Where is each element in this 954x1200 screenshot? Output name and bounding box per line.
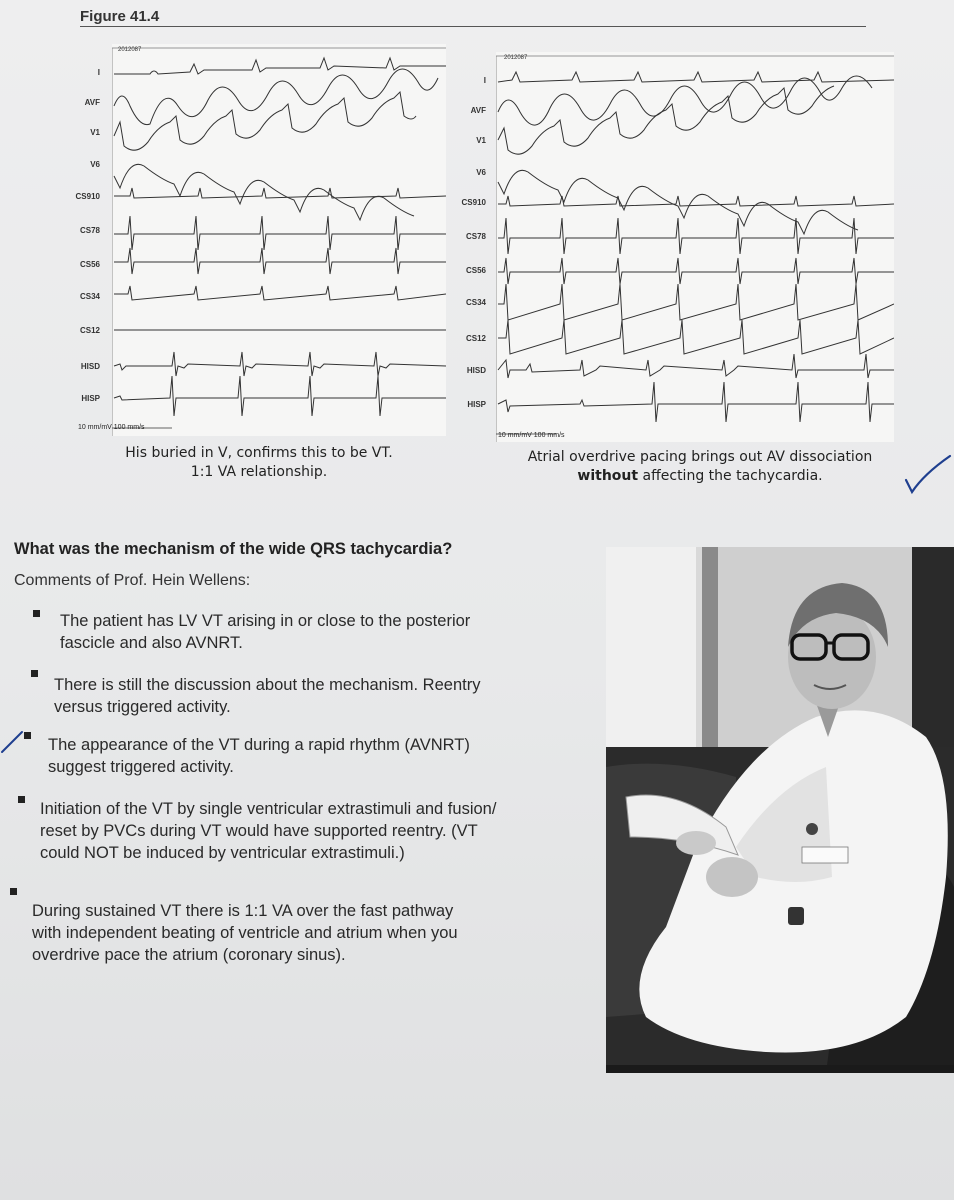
right-lead-label-cs56: CS56 bbox=[465, 266, 486, 275]
caption-left bbox=[96, 444, 422, 482]
trace-i bbox=[498, 72, 894, 82]
pen-tick-icon bbox=[0, 728, 26, 756]
right-lead-label-v1: V1 bbox=[476, 136, 486, 145]
left-lead-label-cs34: CS34 bbox=[79, 292, 100, 301]
trace-cs34 bbox=[498, 284, 894, 320]
portrait-image bbox=[606, 547, 954, 1073]
bullet-item-2: There is still the discussion about the mechanism. Reentry versus triggered activity. bbox=[54, 676, 481, 716]
ecg-traces-left bbox=[112, 44, 446, 436]
bullet-item-5: During sustained VT there is 1:1 VA over the fast pathway with independent beating of ventricle and atrium when you overdrive pace the atrium (coronary sinus). bbox=[32, 902, 458, 964]
left-lead-label-hisp: HISP bbox=[81, 394, 100, 403]
trace-cs56 bbox=[114, 248, 446, 274]
right-lead-label-hisp: HISP bbox=[467, 400, 486, 409]
left-lead-label-cs910: CS910 bbox=[75, 192, 100, 201]
caption-right bbox=[488, 448, 912, 486]
right-lead-label-cs78: CS78 bbox=[465, 232, 486, 241]
bullet-marker bbox=[24, 732, 31, 739]
figure-label: Figure 41.4 bbox=[80, 8, 160, 25]
right-lead-label-v6: V6 bbox=[476, 168, 486, 177]
caption-left-line2: 1:1 VA relationship. bbox=[190, 464, 328, 480]
trace-hisp bbox=[114, 376, 446, 416]
right-lead-label-hisd: HISD bbox=[466, 366, 486, 375]
panel-right-stamp: 2012087 bbox=[504, 55, 528, 61]
comments-heading: Comments of Prof. Hein Wellens: bbox=[14, 572, 251, 589]
trace-hisp bbox=[498, 382, 894, 422]
left-lead-label-hisd: HISD bbox=[80, 362, 100, 371]
left-lead-label-v1: V1 bbox=[90, 128, 100, 137]
right-lead-label-i: I bbox=[483, 76, 486, 85]
left-lead-label-cs78: CS78 bbox=[79, 226, 100, 235]
ecg-panel-left bbox=[112, 44, 446, 436]
panel-left-stamp: 2012087 bbox=[118, 47, 142, 53]
bullet-marker bbox=[10, 888, 17, 895]
caption-right-line1: Atrial overdrive pacing brings out AV dissociation bbox=[527, 449, 873, 465]
bullet-item-1: The patient has LV VT arising in or close to the posterior fascicle and also AVNRT. bbox=[60, 612, 471, 652]
trace-cs910 bbox=[498, 196, 894, 206]
trace-v6 bbox=[114, 164, 414, 220]
trace-hisd bbox=[498, 354, 894, 378]
trace-avf bbox=[114, 69, 438, 125]
left-lead-label-i: I bbox=[97, 68, 100, 77]
trace-v1 bbox=[498, 86, 834, 154]
trace-v1 bbox=[114, 92, 416, 150]
trace-cs78 bbox=[498, 218, 894, 254]
trace-cs34 bbox=[114, 286, 446, 300]
caption-left-line1: His buried in V, confirms this to be VT. bbox=[125, 445, 393, 461]
trace-cs78 bbox=[114, 216, 446, 250]
left-lead-label-cs12: CS12 bbox=[79, 326, 100, 335]
caption-right-bold: without bbox=[577, 468, 639, 484]
left-lead-label-cs56: CS56 bbox=[79, 260, 100, 269]
trace-cs12 bbox=[498, 320, 894, 354]
caption-right-line2: affecting the tachycardia. bbox=[638, 468, 823, 484]
right-lead-label-avf: AVF bbox=[470, 106, 486, 115]
trace-hisd bbox=[114, 352, 446, 376]
right-lead-label-cs12: CS12 bbox=[465, 334, 486, 343]
bullet-marker bbox=[33, 610, 40, 617]
portrait-photo bbox=[606, 547, 954, 1073]
ecg-panel-right bbox=[496, 52, 894, 442]
trace-cs56 bbox=[498, 258, 894, 284]
right-lead-label-cs34: CS34 bbox=[465, 298, 486, 307]
bullet-item-3: The appearance of the VT during a rapid rhythm (AVNRT) suggest triggered activity. bbox=[48, 736, 470, 776]
left-lead-label-avf: AVF bbox=[84, 98, 100, 107]
ecg-traces-right bbox=[496, 52, 894, 442]
left-lead-label-v6: V6 bbox=[90, 160, 100, 169]
panel-left-scale: 10 mm/mV 100 mm/s bbox=[78, 424, 145, 431]
pen-checkmark-icon bbox=[900, 452, 954, 498]
question-heading: What was the mechanism of the wide QRS tachycardia? bbox=[14, 540, 453, 558]
right-lead-label-cs910: CS910 bbox=[461, 198, 486, 207]
bullet-item-4: Initiation of the VT by single ventricular extrastimuli and fusion/ reset by PVCs during VT would have supported reentry. (VT could NOT be induced by ventricular extrastimuli.) bbox=[40, 800, 497, 862]
panel-right-scale: 10 mm/mV 100 mm/s bbox=[498, 432, 565, 439]
bullet-marker bbox=[31, 670, 38, 677]
figure-rule bbox=[80, 26, 866, 27]
bullet-marker bbox=[18, 796, 25, 803]
